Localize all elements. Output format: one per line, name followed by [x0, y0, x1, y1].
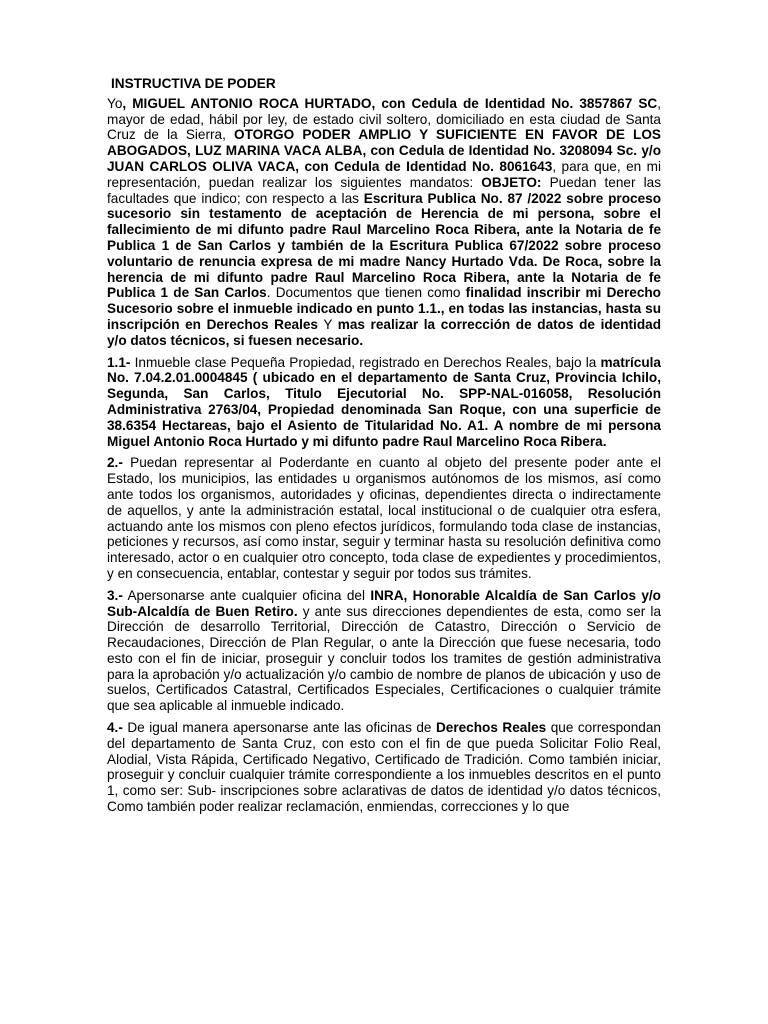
- bold-text: 3.-: [107, 587, 123, 603]
- paragraph: [107, 355, 661, 450]
- text-run: Puedan tener las facultades que indico; con respecto a las: [107, 174, 661, 206]
- document-page: [107, 76, 661, 821]
- document-body: [107, 96, 661, 815]
- text-run: , para que, en mi representación, puedan realizar los siguientes mandatos:: [107, 158, 661, 190]
- text-run: . Documentos que tienen como: [266, 285, 466, 301]
- bold-text: , MIGUEL ANTONIO ROCA HURTADO, con Cedula de Identidad No. 3857867 SC: [122, 95, 658, 111]
- paragraph: [107, 96, 661, 349]
- bold-text: matrícula No. 7.04.2.01.0004845 ( ubicado en el departamento de Santa Cruz, Provincia Ichilo, Segunda, San Carlos, Titulo Ejecutorial No. SPP-NAL-016058, Resolución Administrativa 2763/04, Propiedad denominada San Roque, con una superficie de 38.6354 Hectareas, bajo el Asiento de Titularidad No. A1. A nombre de mi persona Miguel Antonio Roca Hurtado y mi difunto padre Raul Marcelino Roca Ribera.: [107, 354, 661, 449]
- text-run: Y: [317, 316, 338, 332]
- bold-text: Derechos Reales: [435, 720, 547, 736]
- text-run: , mayor de edad, hábil por ley, de estado civil soltero, domiciliado en esta ciudad de Santa Cruz de la Sierra,: [107, 95, 661, 143]
- text-run: Apersonarse ante cualquier oficina del: [122, 587, 371, 603]
- text-run: Yo: [107, 95, 123, 111]
- bold-text: finalidad inscribir mi Derecho Sucesorio sobre el inmueble indicado en punto 1.1., en todas las instancias, hasta su inscripción en Derechos Reales: [107, 285, 661, 332]
- text-run: Inmueble clase Pequeña Propiedad, registrado en Derechos Reales, bajo la: [130, 354, 601, 370]
- paragraph: [107, 588, 661, 714]
- text-run: De igual manera apersonarse ante las oficinas de: [122, 720, 436, 736]
- bold-text: Escritura Publica No. 87 /2022 sobre proceso sucesorio sin testamento de aceptación de Herencia de mi persona, sobre el fallecimiento de mi difunto padre Raul Marcelino Roca Ribera, ante la Notaria de fe Publica 1 de San Carlos y también de la Escritura Publica 67/2022 sobre proceso voluntario de renuncia expresa de mi madre Nancy Hurtado Vda. De Roca, sobre la herencia de mi difunto padre Raul Marcelino Roca Ribera, ante la Notaria de fe Publica 1 de San Carlos: [107, 190, 661, 301]
- text-run: y ante sus direcciones dependientes de esta, como ser la Dirección de desarrollo Territorial, Dirección de Catastro, Dirección o Servicio de Recaudaciones, Dirección de Plan Regular, o ante la Dirección que fuese necesaria, todo esto con el fin de iniciar, proseguir y concluir todos los tramites de gestión administrativa para la aprobación y/o actualización y/o cambio de nombre de planos de ubicación y uso de suelos, Certificados Catastral, Certificados Especiales, Certificaciones o cualquier trámite que sea aplicable al inmueble indicado.: [107, 603, 662, 714]
- bold-text: OBJETO:: [481, 174, 542, 190]
- text-run: que correspondan del departamento de Santa Cruz, con esto con el fin de que pueda Solicitar Folio Real, Alodial, Vista Rápida, Certificado Negativo, Certificado de Tradición. Como también iniciar, proseguir y concluir cualquier trámite correspondiente a los inmuebles descritos en el punto 1, como ser: Sub- inscripciones sobre aclarativas de datos de identidad y/o datos técnicos, Como también poder realizar reclamación, enmiendas, correcciones y lo que: [107, 720, 661, 815]
- text-run: Puedan representar al Poderdante en cuanto al objeto del presente poder ante el Estado, los municipios, las entidades u organismos autónomos de los mismos, así como ante todos los organismos, autoridades y oficinas, dependientes directa o indirectamente de aquellos, y ante la administración estatal, local institucional o de cualquier otra esfera, actuando ante los mismos con pleno efectos jurídicos, formulando toda clase de instancias, peticiones y recursos, así como instar, seguir y terminar hasta su resolución definitiva como interesado, actor o en cualquier otro concepto, toda clase de expedientes y procedimientos, y en consecuencia, entablar, contestar y seguir por todos sus trámites.: [107, 455, 661, 581]
- paragraph: [107, 455, 661, 581]
- bold-text: 2.-: [107, 455, 123, 471]
- bold-text: 4.-: [107, 720, 123, 736]
- paragraph: [107, 720, 661, 815]
- bold-text: mas realizar la corrección de datos de identidad y/o datos técnicos, si fuesen necesario.: [107, 316, 662, 348]
- bold-text: 1.1-: [107, 354, 131, 370]
- bold-text: OTORGO PODER AMPLIO Y SUFICIENTE EN FAVOR DE LOS ABOGADOS, LUZ MARINA VACA ALBA, con Cedula de Identidad No. 3208094 Sc. y/o JUAN CARLOS OLIVA VACA, con Cedula de Identidad No. 8061643: [107, 127, 661, 174]
- bold-text: INRA, Honorable Alcaldía de San Carlos y/o Sub-Alcaldía de Buen Retiro.: [107, 587, 661, 619]
- document-title: INSTRUCTIVA DE PODER: [111, 76, 276, 91]
